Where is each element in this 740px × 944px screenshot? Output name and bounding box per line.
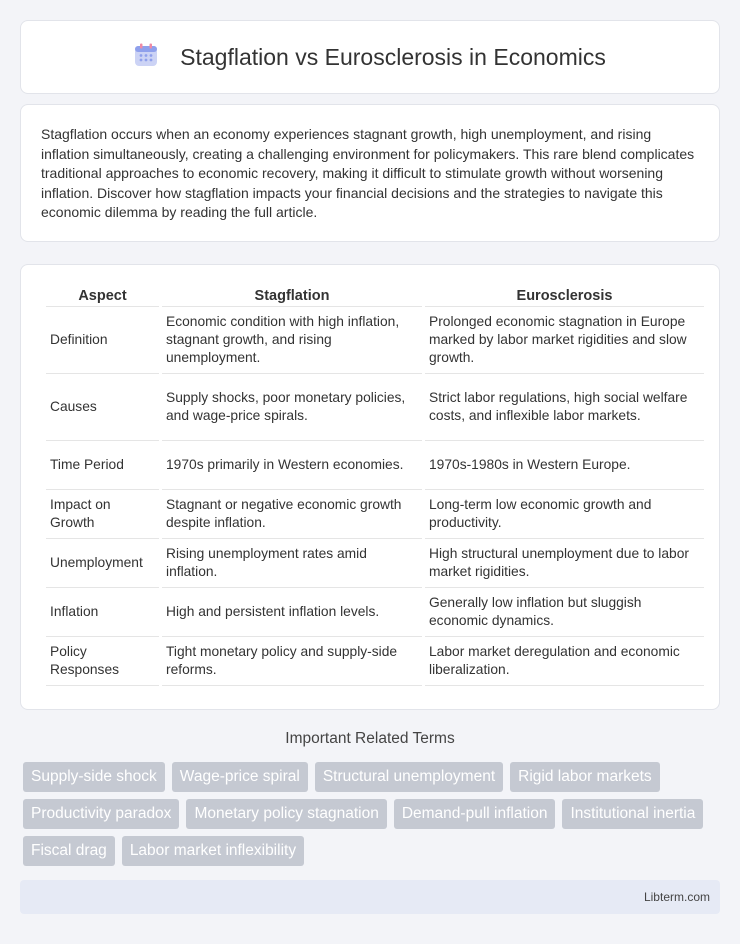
cell-aspect: Inflation xyxy=(46,588,159,637)
cell-stagflation: Stagnant or negative economic growth despite inflation. xyxy=(162,490,422,539)
header-aspect: Aspect xyxy=(46,285,159,307)
table-header-row xyxy=(46,285,704,307)
header-card xyxy=(20,20,720,94)
cell-eurosclerosis: 1970s-1980s in Western Europe. xyxy=(425,441,704,490)
cell-stagflation: Rising unemployment rates amid inflation. xyxy=(162,539,422,588)
footer-site-link[interactable]: Libterm.com xyxy=(643,890,710,904)
cell-eurosclerosis: Labor market deregulation and economic liberalization. xyxy=(425,637,704,686)
related-term-tag[interactable]: Demand-pull inflation xyxy=(394,799,556,829)
cell-aspect: Impact on Growth xyxy=(46,490,159,539)
table-row xyxy=(46,441,704,490)
cell-stagflation: Tight monetary policy and supply-side reforms. xyxy=(162,637,422,686)
related-term-tag[interactable]: Labor market inflexibility xyxy=(122,836,304,866)
cell-stagflation: 1970s primarily in Western economies. xyxy=(162,441,422,490)
related-terms-list xyxy=(23,762,723,866)
cell-eurosclerosis: High structural unemployment due to labor market rigidities. xyxy=(425,539,704,588)
table-row xyxy=(46,307,704,374)
page-title: Stagflation vs Eurosclerosis in Economics xyxy=(180,43,606,70)
calendar-icon xyxy=(134,43,158,72)
cell-stagflation: Economic condition with high inflation, stagnant growth, and rising unemployment. xyxy=(162,307,422,374)
cell-aspect: Unemployment xyxy=(46,539,159,588)
cell-eurosclerosis: Long-term low economic growth and productivity. xyxy=(425,490,704,539)
table-row xyxy=(46,588,704,637)
related-term-tag[interactable]: Monetary policy stagnation xyxy=(186,799,386,829)
cell-aspect: Causes xyxy=(46,374,159,441)
cell-eurosclerosis: Generally low inflation but sluggish economic dynamics. xyxy=(425,588,704,637)
table-row xyxy=(46,490,704,539)
cell-stagflation: High and persistent inflation levels. xyxy=(162,588,422,637)
related-term-tag[interactable]: Productivity paradox xyxy=(23,799,179,829)
related-term-tag[interactable]: Institutional inertia xyxy=(562,799,703,829)
footer xyxy=(20,880,720,914)
cell-eurosclerosis: Prolonged economic stagnation in Europe marked by labor market rigidities and slow growth. xyxy=(425,307,704,374)
related-term-tag[interactable]: Fiscal drag xyxy=(23,836,115,866)
header-stagflation: Stagflation xyxy=(162,285,422,307)
cell-aspect: Definition xyxy=(46,307,159,374)
intro-text: Stagflation occurs when an economy experiences stagnant growth, high unemployment, and rising inflation simultaneously, creating a challenging environment for policymakers. This rare blend complicates traditional approaches to economic recovery, making it difficult to stimulate growth without worsening inflation. Discover how stagflation impacts your financial decisions and the strategies to navigate this economic dilemma by reading the full article. xyxy=(41,126,695,220)
related-term-tag[interactable]: Wage-price spiral xyxy=(172,762,308,792)
related-term-tag[interactable]: Supply-side shock xyxy=(23,762,165,792)
related-term-tag[interactable]: Rigid labor markets xyxy=(510,762,660,792)
related-term-tag[interactable]: Structural unemployment xyxy=(315,762,503,792)
table-row xyxy=(46,539,704,588)
cell-aspect: Policy Responses xyxy=(46,637,159,686)
comparison-card xyxy=(20,264,720,710)
table-row xyxy=(46,374,704,441)
cell-eurosclerosis: Strict labor regulations, high social welfare costs, and inflexible labor markets. xyxy=(425,374,704,441)
title-wrap xyxy=(134,43,606,72)
cell-aspect: Time Period xyxy=(46,441,159,490)
comparison-table xyxy=(43,285,707,686)
cell-stagflation: Supply shocks, poor monetary policies, and wage-price spirals. xyxy=(162,374,422,441)
header-eurosclerosis: Eurosclerosis xyxy=(425,285,704,307)
related-terms-title: Important Related Terms xyxy=(285,730,455,747)
intro-card xyxy=(20,104,720,242)
table-row xyxy=(46,637,704,686)
